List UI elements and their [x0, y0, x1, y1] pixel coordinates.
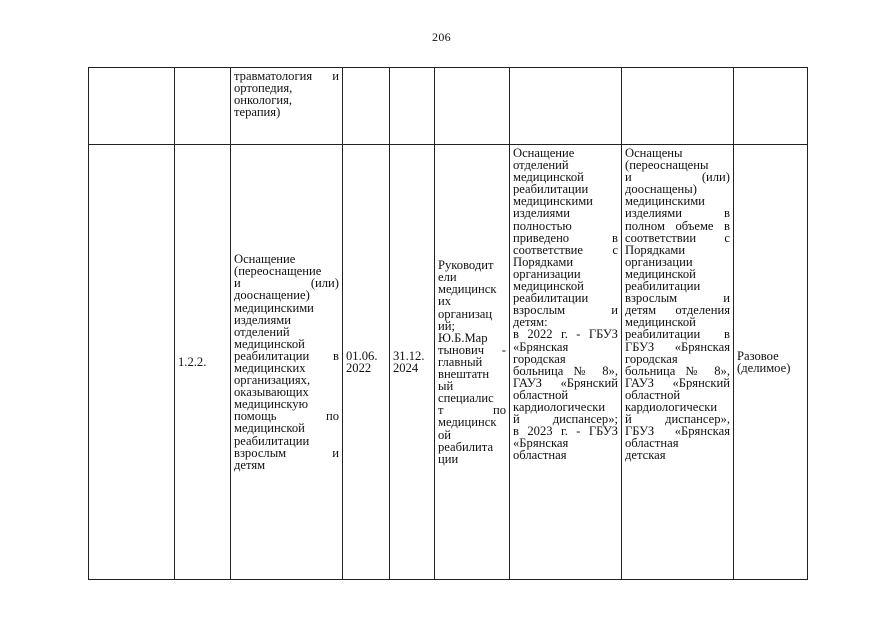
text-line: полном объеме в [625, 218, 730, 233]
text-line: кардиологически [625, 399, 718, 414]
text-line: ГАУЗ «Брянский [513, 375, 618, 390]
cell-empty [89, 68, 175, 145]
cell-empty [175, 68, 231, 145]
cell-responsible [435, 145, 510, 580]
text-line: дооснащение) [234, 288, 310, 303]
text-line: детям: [513, 315, 548, 330]
text-line: реабилитации в [234, 348, 339, 363]
cell-start-date [343, 145, 390, 580]
cell-empty [343, 68, 390, 145]
text-line: й диспансер», [625, 412, 730, 427]
text-line: Оснащены [625, 146, 683, 160]
text-line: ции [438, 451, 459, 466]
text-line: Разовое [737, 348, 779, 363]
text-line: медицинск [438, 415, 497, 430]
text-line: соответствие с [513, 242, 618, 257]
text-line: детям [234, 457, 266, 472]
text-line: дооснащены) [625, 182, 697, 197]
text-line: Оснащение [513, 146, 575, 160]
text-line: отделений [234, 324, 290, 339]
text-line: ГАУЗ «Брянский [625, 375, 730, 390]
text-line: взрослым и [234, 445, 339, 460]
text-line: изделиями в [625, 206, 730, 221]
text-line: областной [513, 387, 569, 402]
cell-done [622, 145, 734, 580]
text-line: взрослым и [513, 303, 618, 318]
name-continued-text [234, 70, 339, 118]
text-line: главный [438, 354, 483, 369]
text-line: ели [438, 270, 457, 285]
text-line: медицинских [234, 361, 306, 375]
text-line: Руководит [438, 258, 494, 273]
cell-empty [390, 68, 435, 145]
text-line: т по [438, 403, 506, 418]
text-line: ой [438, 427, 452, 442]
measure-name-text [234, 253, 339, 471]
text-line: организации [513, 266, 581, 281]
text-line: соответствии с [625, 230, 730, 245]
done-result-text [625, 147, 730, 461]
text-line: Порядками [513, 254, 574, 269]
end-date-text [393, 350, 431, 374]
item-number: 1.2.2. [178, 354, 207, 369]
text-line: медицинской [234, 421, 305, 436]
text-line: детская [625, 448, 666, 463]
cell-empty [734, 68, 808, 145]
text-line: реабилитации [513, 291, 589, 306]
text-line: организациях, [234, 373, 311, 388]
text-line: ГБУЗ «Брянская [625, 424, 730, 439]
expected-result-text [513, 147, 618, 461]
text-line: (переоснащение [234, 264, 322, 279]
text-line: медицинской [234, 336, 305, 351]
table-row-continued [89, 68, 808, 145]
text-line: (делимое) [737, 361, 791, 375]
text-line: полностью [513, 218, 572, 233]
text-line: реабилита [438, 439, 494, 454]
text-line: медицинскими [234, 300, 314, 315]
text-line: реабилитации [625, 279, 701, 294]
event-type-text [737, 350, 804, 374]
text-line: изделиями [234, 312, 292, 327]
text-line: больница № 8», [513, 363, 618, 378]
text-line: й диспансер»; [513, 412, 618, 427]
text-line: ГБУЗ «Брянская [625, 339, 730, 354]
text-line: областная [513, 448, 567, 463]
text-line: 01.06. [346, 348, 378, 363]
text-line: Порядками [625, 242, 686, 257]
text-line: тынович - [438, 342, 506, 357]
text-line: приведено в [513, 230, 618, 245]
cell-empty [435, 68, 510, 145]
text-line: городская [513, 351, 566, 366]
text-line: помощь по [234, 409, 339, 424]
cell-empty [510, 68, 622, 145]
text-line: медицинской [513, 279, 584, 294]
text-line: отделений [513, 158, 569, 173]
text-line: их [438, 294, 452, 309]
text-line: и (или) [234, 276, 339, 291]
text-line: терапия) [234, 105, 281, 120]
cell-number [175, 145, 231, 580]
text-line: медицинскую [234, 397, 308, 412]
text-line: «Брянская [513, 436, 569, 451]
text-line: (переоснащены [625, 158, 709, 173]
text-line: реабилитации в [625, 327, 730, 342]
cell-name-continued [231, 68, 343, 145]
text-line: 2022 [346, 361, 372, 375]
text-line: детям отделения [625, 303, 730, 318]
text-line: Ю.Б.Мар [438, 330, 488, 345]
cell-expected-result [510, 145, 622, 580]
text-line: внештатн [438, 367, 490, 382]
text-line: медицинскими [513, 194, 593, 209]
text-line: оказывающих [234, 385, 309, 400]
text-line: кардиологически [513, 399, 606, 414]
text-line: онкология, [234, 93, 293, 108]
start-date-text [346, 350, 386, 374]
cell-type [734, 145, 808, 580]
text-line: «Брянская [513, 339, 569, 354]
table-row-1-2-2 [89, 145, 808, 580]
text-line: больница № 8», [625, 363, 730, 378]
text-line: организац [438, 306, 493, 321]
cell-end-date [390, 145, 435, 580]
text-line: Оснащение [234, 252, 296, 267]
text-line: специалис [438, 391, 494, 406]
text-line: медицинской [625, 315, 696, 330]
text-line: в 2023 г. - ГБУЗ [513, 424, 618, 439]
text-line: изделиями [513, 206, 571, 221]
text-line: 2024 [393, 361, 419, 375]
responsible-text [438, 259, 506, 465]
text-line: взрослым и [625, 291, 730, 306]
text-line: медицинск [438, 282, 497, 297]
text-line: медицинскими [625, 194, 705, 209]
text-line: ый [438, 379, 454, 394]
text-line: областная [625, 436, 679, 451]
measures-table [88, 67, 808, 580]
text-line: и (или) [625, 170, 730, 185]
text-line: медицинской [513, 170, 584, 185]
cell-empty [89, 145, 175, 580]
text-line: 31.12. [393, 348, 425, 363]
cell-empty [622, 68, 734, 145]
text-line: ортопедия, [234, 81, 293, 96]
text-line: реабилитации [513, 182, 589, 197]
text-line: реабилитации [234, 433, 310, 448]
text-line: ий; [438, 318, 455, 333]
text-line: в 2022 г. - ГБУЗ [513, 327, 618, 342]
text-line: городская [625, 351, 678, 366]
text-line: медицинской [625, 266, 696, 281]
text-line: травматология и [234, 69, 339, 83]
text-line: организации [625, 254, 693, 269]
page-number: 206 [432, 30, 451, 44]
text-line: областной [625, 387, 681, 402]
cell-measure-name [231, 145, 343, 580]
